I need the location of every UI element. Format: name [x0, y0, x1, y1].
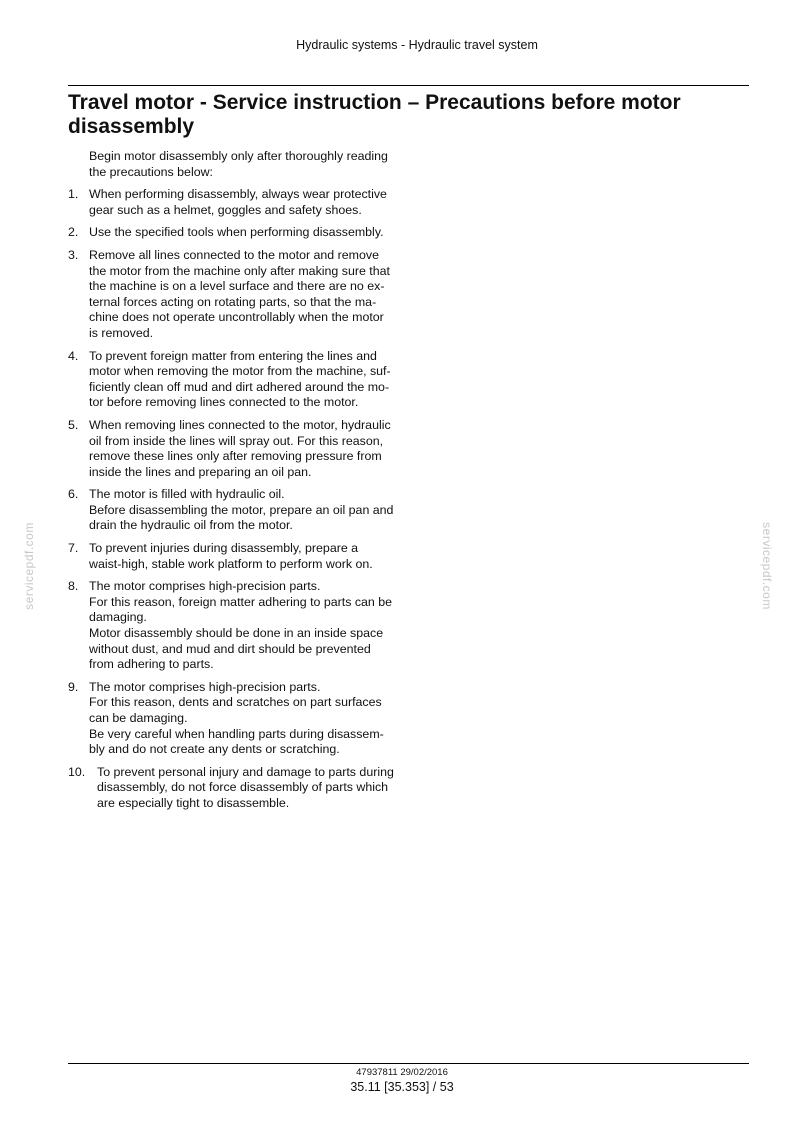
item-line: Before disassembling the motor, prepare an oil pan and [89, 502, 394, 517]
item-line: The motor comprises high-precision parts. [89, 579, 321, 594]
title-line-2: disassembly [68, 115, 195, 138]
item-text [89, 225, 410, 241]
instructions-content [68, 149, 410, 819]
item-text [89, 418, 410, 480]
item-line: To prevent foreign matter from entering the lines and [89, 348, 377, 363]
list-item [68, 187, 410, 218]
item-line: are especially tight to disassemble. [97, 795, 290, 810]
item-line: Remove all lines connected to the motor and remove [89, 247, 379, 262]
item-line: gear such as a helmet, goggles and safety shoes. [89, 202, 362, 217]
item-number: 2. [68, 225, 79, 240]
item-line: ternal forces acting on rotating parts, so that the ma- [89, 294, 377, 309]
item-text [89, 541, 410, 572]
item-line: When removing lines connected to the motor, hydraulic [89, 417, 391, 432]
item-line: ficiently clean off mud and dirt adhered around the mo- [89, 379, 390, 394]
item-line: oil from inside the lines will spray out. For this reason, [89, 433, 384, 448]
item-line: bly and do not create any dents or scratching. [89, 742, 340, 757]
item-line: without dust, and mud and dirt should be prevented [89, 641, 371, 656]
footer-rule [68, 1063, 749, 1064]
list-item [68, 680, 410, 758]
item-line: The motor comprises high-precision parts. [89, 679, 321, 694]
item-line: motor when removing the motor from the machine, suf- [89, 364, 391, 379]
item-line: inside the lines and preparing an oil pan. [89, 464, 312, 479]
item-number: 7. [68, 541, 79, 556]
item-line: tor before removing lines connected to the motor. [89, 395, 359, 410]
list-item [68, 765, 410, 812]
item-number: 6. [68, 487, 79, 502]
item-text [89, 579, 410, 673]
item-number: 4. [68, 348, 79, 363]
list-item [68, 418, 410, 480]
precautions-list [68, 187, 410, 811]
title-line-1: Travel motor - Service instruction – Precautions before motor [68, 91, 681, 114]
list-item [68, 225, 410, 241]
item-line: Motor disassembly should be done in an inside space [89, 626, 384, 641]
item-line: Be very careful when handling parts during disassem- [89, 726, 384, 741]
intro-line: Begin motor disassembly only after thoroughly reading [89, 149, 388, 163]
list-item [68, 541, 410, 572]
item-line: damaging. [89, 610, 147, 625]
item-line: For this reason, dents and scratches on part surfaces [89, 695, 382, 710]
item-text [97, 765, 410, 812]
list-item [68, 248, 410, 342]
item-line: remove these lines only after removing pressure from [89, 449, 382, 464]
item-line: The motor is filled with hydraulic oil. [89, 487, 285, 502]
item-line: For this reason, foreign matter adhering to parts can be [89, 594, 393, 609]
running-header: Hydraulic systems - Hydraulic travel system [296, 38, 538, 52]
item-line: from adhering to parts. [89, 657, 214, 672]
watermark-right: servicepdf.com [760, 522, 774, 610]
intro-line: the precautions below: [89, 164, 213, 179]
item-number: 1. [68, 187, 79, 202]
item-line: chine does not operate uncontrollably when the motor [89, 310, 384, 325]
list-item [68, 579, 410, 673]
list-item [68, 349, 410, 411]
page-title [68, 91, 748, 139]
item-text [89, 680, 410, 758]
item-line: disassembly, do not force disassembly of parts which [97, 780, 389, 795]
intro-paragraph [68, 149, 410, 180]
item-line: the machine is on a level surface and there are no ex- [89, 279, 385, 294]
document-id: 47937811 29/02/2016 [356, 1067, 448, 1078]
item-line: To prevent personal injury and damage to parts during [97, 764, 394, 779]
item-number: 8. [68, 579, 79, 594]
item-line: When performing disassembly, always wear protective [89, 187, 387, 202]
item-line: waist-high, stable work platform to perform work on. [89, 556, 373, 571]
item-text [89, 349, 410, 411]
item-line: To prevent injuries during disassembly, prepare a [89, 541, 359, 556]
watermark-left: servicepdf.com [22, 522, 36, 610]
item-text [89, 487, 410, 534]
item-line: the motor from the machine only after making sure that [89, 263, 390, 278]
item-text [89, 187, 410, 218]
item-number: 10. [68, 764, 86, 779]
item-line: Use the specified tools when performing disassembly. [89, 225, 384, 240]
list-item [68, 487, 410, 534]
item-number: 9. [68, 679, 79, 694]
header-rule [68, 85, 749, 86]
item-number: 5. [68, 417, 79, 432]
page-number: 35.11 [35.353] / 53 [350, 1080, 454, 1094]
item-line: can be damaging. [89, 711, 188, 725]
item-number: 3. [68, 247, 79, 262]
item-text [89, 248, 410, 342]
item-line: is removed. [89, 325, 154, 340]
item-line: drain the hydraulic oil from the motor. [89, 518, 293, 533]
